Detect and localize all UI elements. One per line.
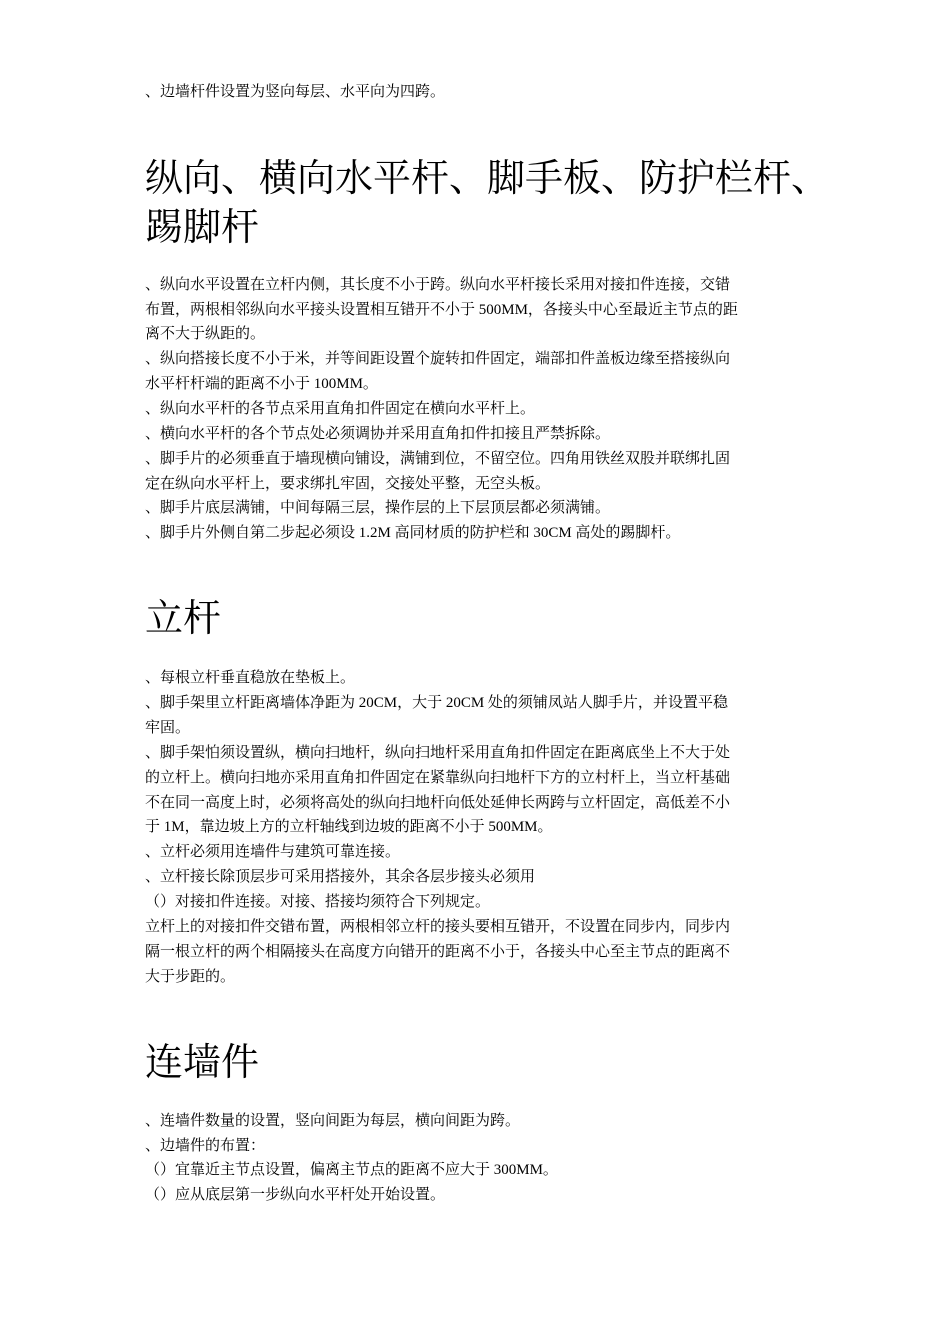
paragraph-line: 立杆上的对接扣件交错布置，两根相邻立杆的接头要相互错开，不设置在同步内，同步内 xyxy=(145,919,731,935)
section-heading-line: 纵向、横向水平杆、脚手板、防护栏杆、 xyxy=(145,156,830,200)
paragraph-line: 、脚手片底层满铺，中间每隔三层，操作层的上下层顶层都必须满铺。 xyxy=(145,500,611,516)
paragraph-line: 的立杆上。横向扫地亦采用直角扣件固定在紧靠纵向扫地杆下方的立村杆上，当立杆基础 xyxy=(145,770,731,786)
paragraph-line: 、脚手架里立杆距离墙体净距为 20CM，大于 20CM 处的须铺凤站人脚手片，并设置平稳 xyxy=(145,695,728,711)
paragraph-line: 、脚手片外侧自第二步起必须设 1.2M 高同材质的防护栏和 30CM 高处的踢脚杆。 xyxy=(145,525,681,541)
section-heading: 连墙件 xyxy=(145,1040,260,1084)
paragraph-line: 牢固。 xyxy=(145,720,191,736)
paragraph-line: 、边墙杆件设置为竖向每层、水平向为四跨。 xyxy=(145,84,446,100)
paragraph-line: 、纵向水平杆的各节点采用直角扣件固定在横向水平杆上。 xyxy=(145,401,536,417)
paragraph-line: 、纵向搭接长度不小于米，并等间距设置个旋转扣件固定，端部扣件盖板边缘至搭接纵向 xyxy=(145,351,731,367)
paragraph-line: 于 1M，靠边坡上方的立杆轴线到边坡的距离不小于 500MM。 xyxy=(145,819,553,835)
section-heading-line: 踢脚杆 xyxy=(145,205,260,249)
paragraph-line: 、纵向水平设置在立杆内侧，其长度不小于跨。纵向水平杆接长采用对接扣件连接，交错 xyxy=(145,277,731,293)
paragraph-line: （）宜靠近主节点设置，偏离主节点的距离不应大于 300MM。 xyxy=(145,1162,558,1178)
paragraph-line: 、脚手片的必须垂直于墙现横向铺设，满铺到位，不留空位。四角用铁丝双股并联绑扎固 xyxy=(145,451,731,467)
paragraph-line: 、横向水平杆的各个节点处必须调协并采用直角扣件扣接且严禁拆除。 xyxy=(145,426,611,442)
paragraph-line: 、立杆必须用连墙件与建筑可靠连接。 xyxy=(145,844,401,860)
paragraph-line: 、连墙件数量的设置，竖向间距为每层，横向间距为跨。 xyxy=(145,1113,521,1129)
paragraph-line: 定在纵向水平杆上，要求绑扎牢固，交接处平整，无空头板。 xyxy=(145,476,551,492)
paragraph-line: 水平杆杆端的距离不小于 100MM。 xyxy=(145,376,378,392)
paragraph-line: 不在同一高度上时，必须将高处的纵向扫地杆向低处延伸长两跨与立杆固定，高低差不小 xyxy=(145,795,731,811)
paragraph-line: 、立杆接长除顶层步可采用搭接外，其余各层步接头必须用 xyxy=(145,869,536,885)
paragraph-line: 隔一根立杆的两个相隔接头在高度方向错开的距离不小于，各接头中心至主节点的距离不 xyxy=(145,944,731,960)
paragraph-line: 、脚手架怕须设置纵，横向扫地杆，纵向扫地杆采用直角扣件固定在距离底坐上不大于处 xyxy=(145,745,731,761)
paragraph-line: 、边墙件的布置： xyxy=(145,1138,266,1154)
paragraph-line: （）对接扣件连接。对接、搭接均须符合下列规定。 xyxy=(145,894,491,910)
section-heading: 立杆 xyxy=(145,596,222,640)
paragraph-line: 离不大于纵距的。 xyxy=(145,326,266,342)
paragraph-line: 、每根立杆垂直稳放在垫板上。 xyxy=(145,670,356,686)
paragraph-line: 布置，两根相邻纵向水平接头设置相互错开不小于 500MM，各接头中心至最近主节点的距 xyxy=(145,302,738,318)
paragraph-line: 大于步距的。 xyxy=(145,969,236,985)
paragraph-line: （）应从底层第一步纵向水平杆处开始设置。 xyxy=(145,1187,446,1203)
